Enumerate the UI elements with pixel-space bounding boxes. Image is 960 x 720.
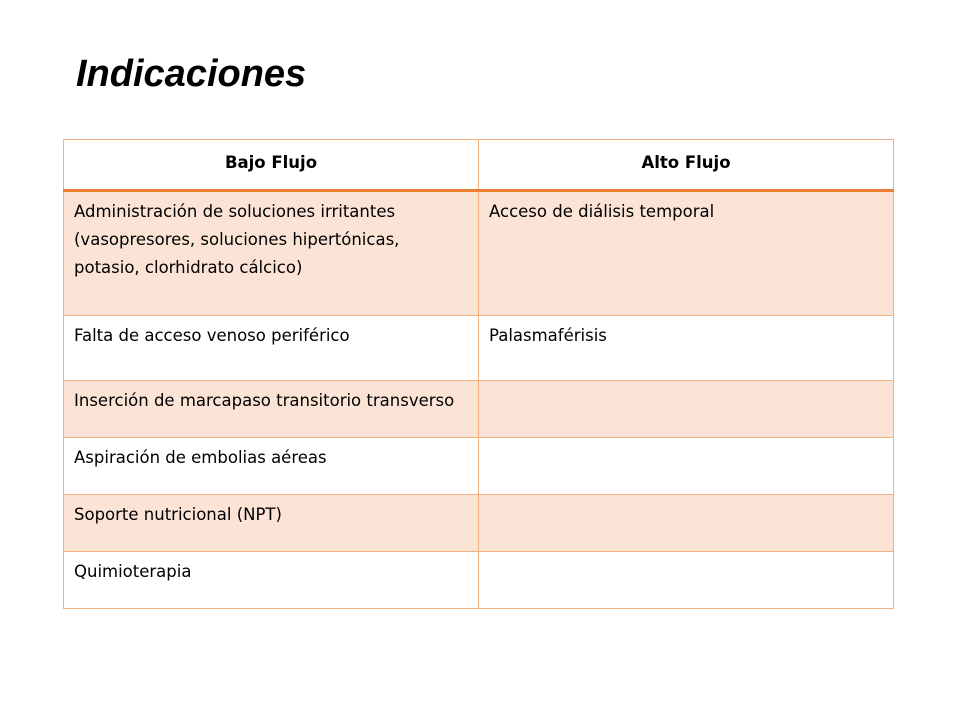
indications-table (63, 139, 894, 609)
table-cell-bajo-flujo: Aspiración de embolias aéreas (64, 438, 479, 495)
table-cell-bajo-flujo: Inserción de marcapaso transitorio transverso (64, 381, 479, 438)
table-row (64, 438, 894, 495)
slide-title: Indicaciones (76, 53, 307, 95)
table-row (64, 191, 894, 316)
header-bajo-flujo: Bajo Flujo (64, 140, 479, 191)
table-cell-bajo-flujo: Falta de acceso venoso periférico (64, 316, 479, 381)
table-cell-alto-flujo: Palasmaférisis (479, 316, 894, 381)
table-row (64, 381, 894, 438)
table-cell-alto-flujo: Acceso de diálisis temporal (479, 191, 894, 316)
table-cell-alto-flujo (479, 552, 894, 609)
table-cell-alto-flujo (479, 381, 894, 438)
table-header-row (64, 140, 894, 191)
table-row (64, 552, 894, 609)
table-cell-alto-flujo (479, 495, 894, 552)
header-alto-flujo: Alto Flujo (479, 140, 894, 191)
table-cell-bajo-flujo: Soporte nutricional (NPT) (64, 495, 479, 552)
table-cell-alto-flujo (479, 438, 894, 495)
table-row (64, 495, 894, 552)
table-row (64, 316, 894, 381)
table-cell-bajo-flujo: Administración de soluciones irritantes (vasopresores, soluciones hipertónicas, potasio, clorhidrato cálcico) (64, 191, 479, 316)
table-cell-bajo-flujo: Quimioterapia (64, 552, 479, 609)
